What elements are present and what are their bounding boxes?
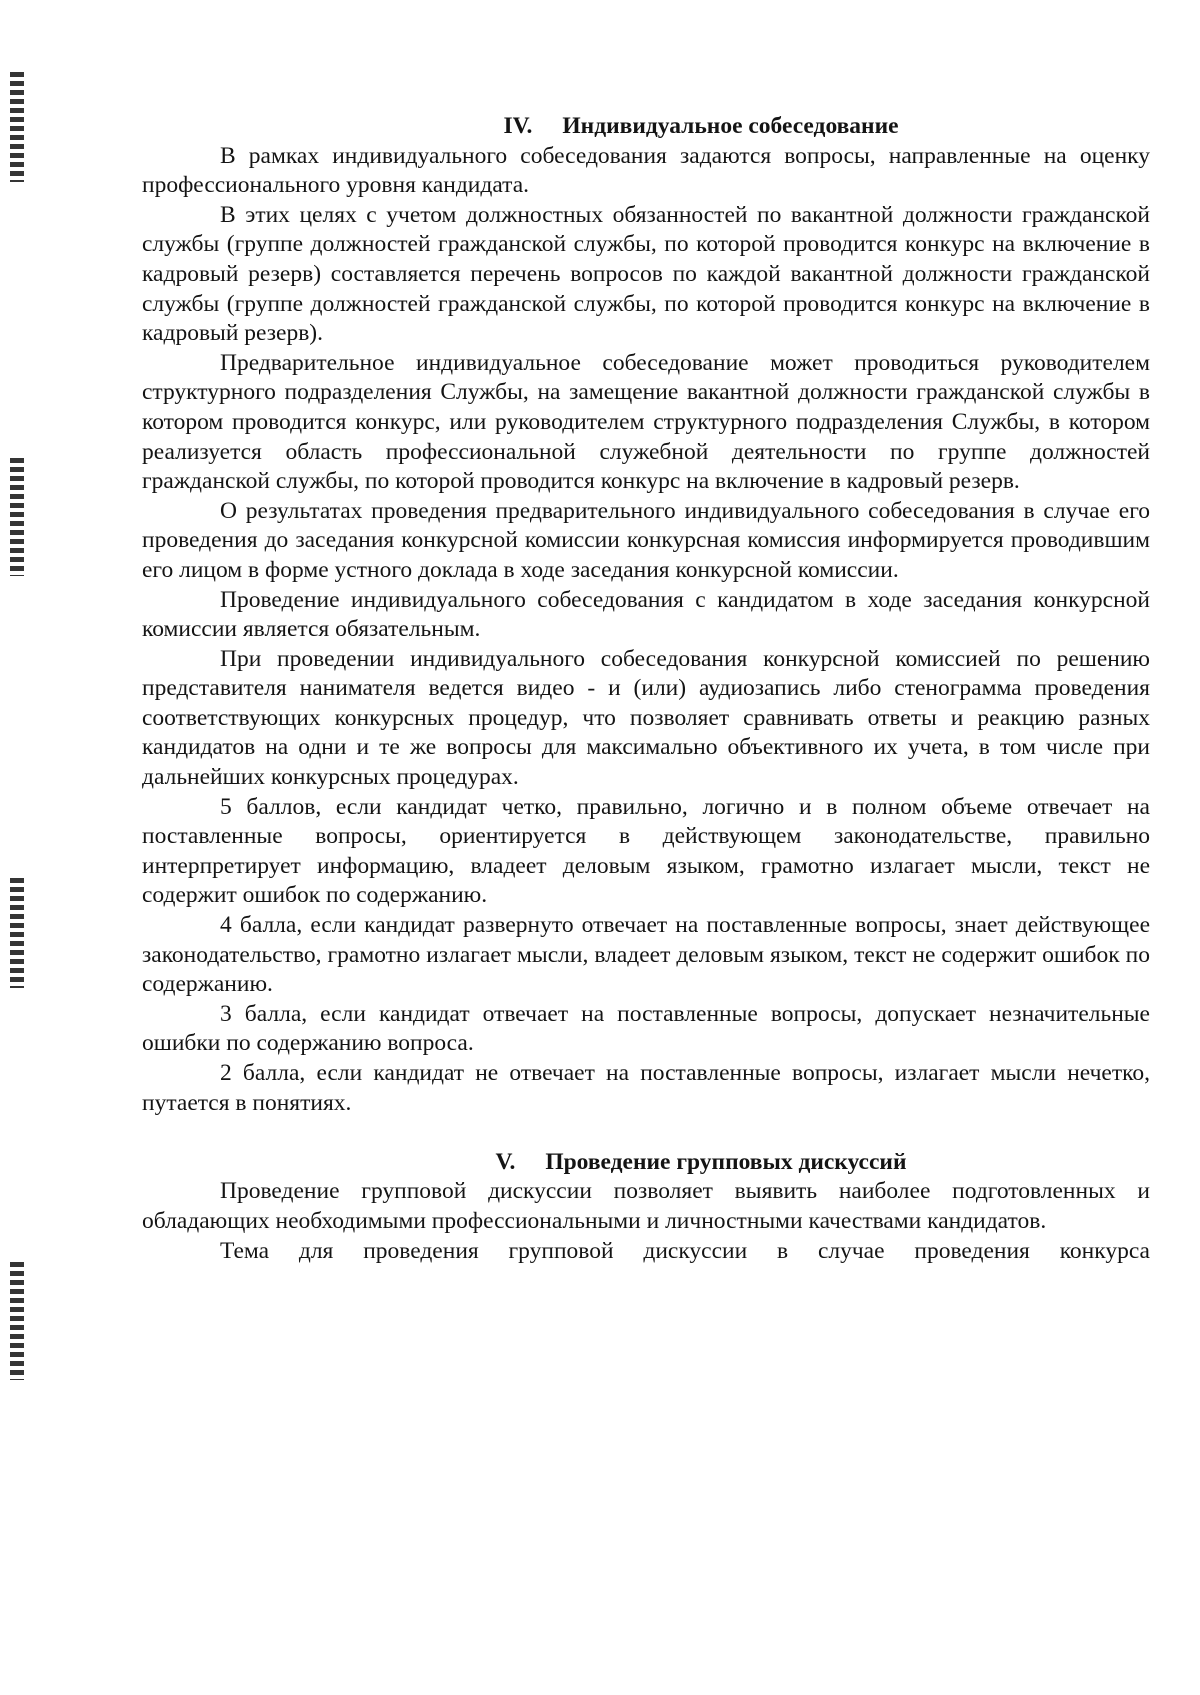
paragraph: Проведение групповой дискуссии позволяет выявить наиболее подготовленных и обладающих необходимыми профессиональными и личностными качествами кандидатов. <box>142 1178 1150 1234</box>
paragraph: В этих целях с учетом должностных обязанностей по вакантной должности гражданской службы (группе должностей гражданской службы, по которой проводится конкурс на включение в кадровый резерв) составляется перечень вопросов по каждой вакантной должности гражданской службы (группе должностей гражданской службы, по которой проводится конкурс на включение в кадровый резерв). <box>142 201 1150 347</box>
binding-holes-4 <box>10 1262 24 1380</box>
binding-holes-1 <box>10 72 24 182</box>
paragraph: Проведение индивидуального собеседования с кандидатом в ходе заседания конкурсной комиссии является обязательным. <box>142 586 1150 643</box>
paragraph: Предварительное индивидуальное собеседование может проводиться руководителем структурного подразделения Службы, на замещение вакантной должности гражданской службы в котором проводится конкурс, или руководителем структурного подразделения Службы, в котором реализуется область профессиональной служебной деятельности по группе должностей гражданской службы, по которой проводится конкурс на включение в кадровый резерв. <box>142 349 1150 495</box>
paragraph: При проведении индивидуального собеседования конкурсной комиссией по решению представителя нанимателя ведется видео - и (или) аудиозапись либо стенограмма проведения соответствующих конкурсных процедур, что позволяет сравнивать ответы и реакцию разных кандидатов на одни и те же вопросы для максимально объективного их учета, в том числе при дальнейших конкурсных процедурах. <box>142 645 1150 791</box>
document-body <box>142 112 1150 1266</box>
paragraph-continued: Тема для проведения групповой дискуссии в случае проведения конкурса <box>220 1237 1150 1264</box>
binding-holes-2 <box>10 458 24 576</box>
paragraph: 4 балла, если кандидат развернуто отвечает на поставленные вопросы, знает действующее законодательство, грамотно излагает мысли, владеет деловым языком, текст не содержит ошибок по содержанию. <box>142 912 1150 998</box>
section-iv-title: Индивидуальное собеседование <box>562 113 899 139</box>
section-v-heading <box>142 1148 1150 1178</box>
paragraph: 3 балла, если кандидат отвечает на поставленные вопросы, допускает незначительные ошибки по содержанию вопроса. <box>142 1000 1150 1057</box>
paragraph: О результатах проведения предварительного индивидуального собеседования в случае его проведения до заседания конкурсной комиссии конкурсная комиссия информируется проводившим его лицом в форме устного доклада в ходе заседания конкурсной комиссии. <box>142 497 1150 583</box>
section-v-number: V. <box>495 1148 516 1175</box>
binding-holes-3 <box>10 878 24 988</box>
paragraph: 2 балла, если кандидат не отвечает на поставленные вопросы, излагает мысли нечетко, путается в понятиях. <box>142 1060 1150 1116</box>
paragraph: 5 баллов, если кандидат четко, правильно, логично и в полном объеме отвечает на поставленные вопросы, ориентируется в действующем законодательстве, правильно интерпретирует информацию, владеет деловым языком, грамотно излагает мысли, текст не содержит ошибок по содержанию. <box>142 793 1150 909</box>
section-v-title: Проведение групповых дискуссий <box>545 1148 907 1175</box>
section-iv-heading <box>142 112 1150 142</box>
paragraph: В рамках индивидуального собеседования задаются вопросы, направленные на оценку профессионального уровня кандидата. <box>142 142 1150 199</box>
section-iv-number: IV. <box>503 113 533 139</box>
